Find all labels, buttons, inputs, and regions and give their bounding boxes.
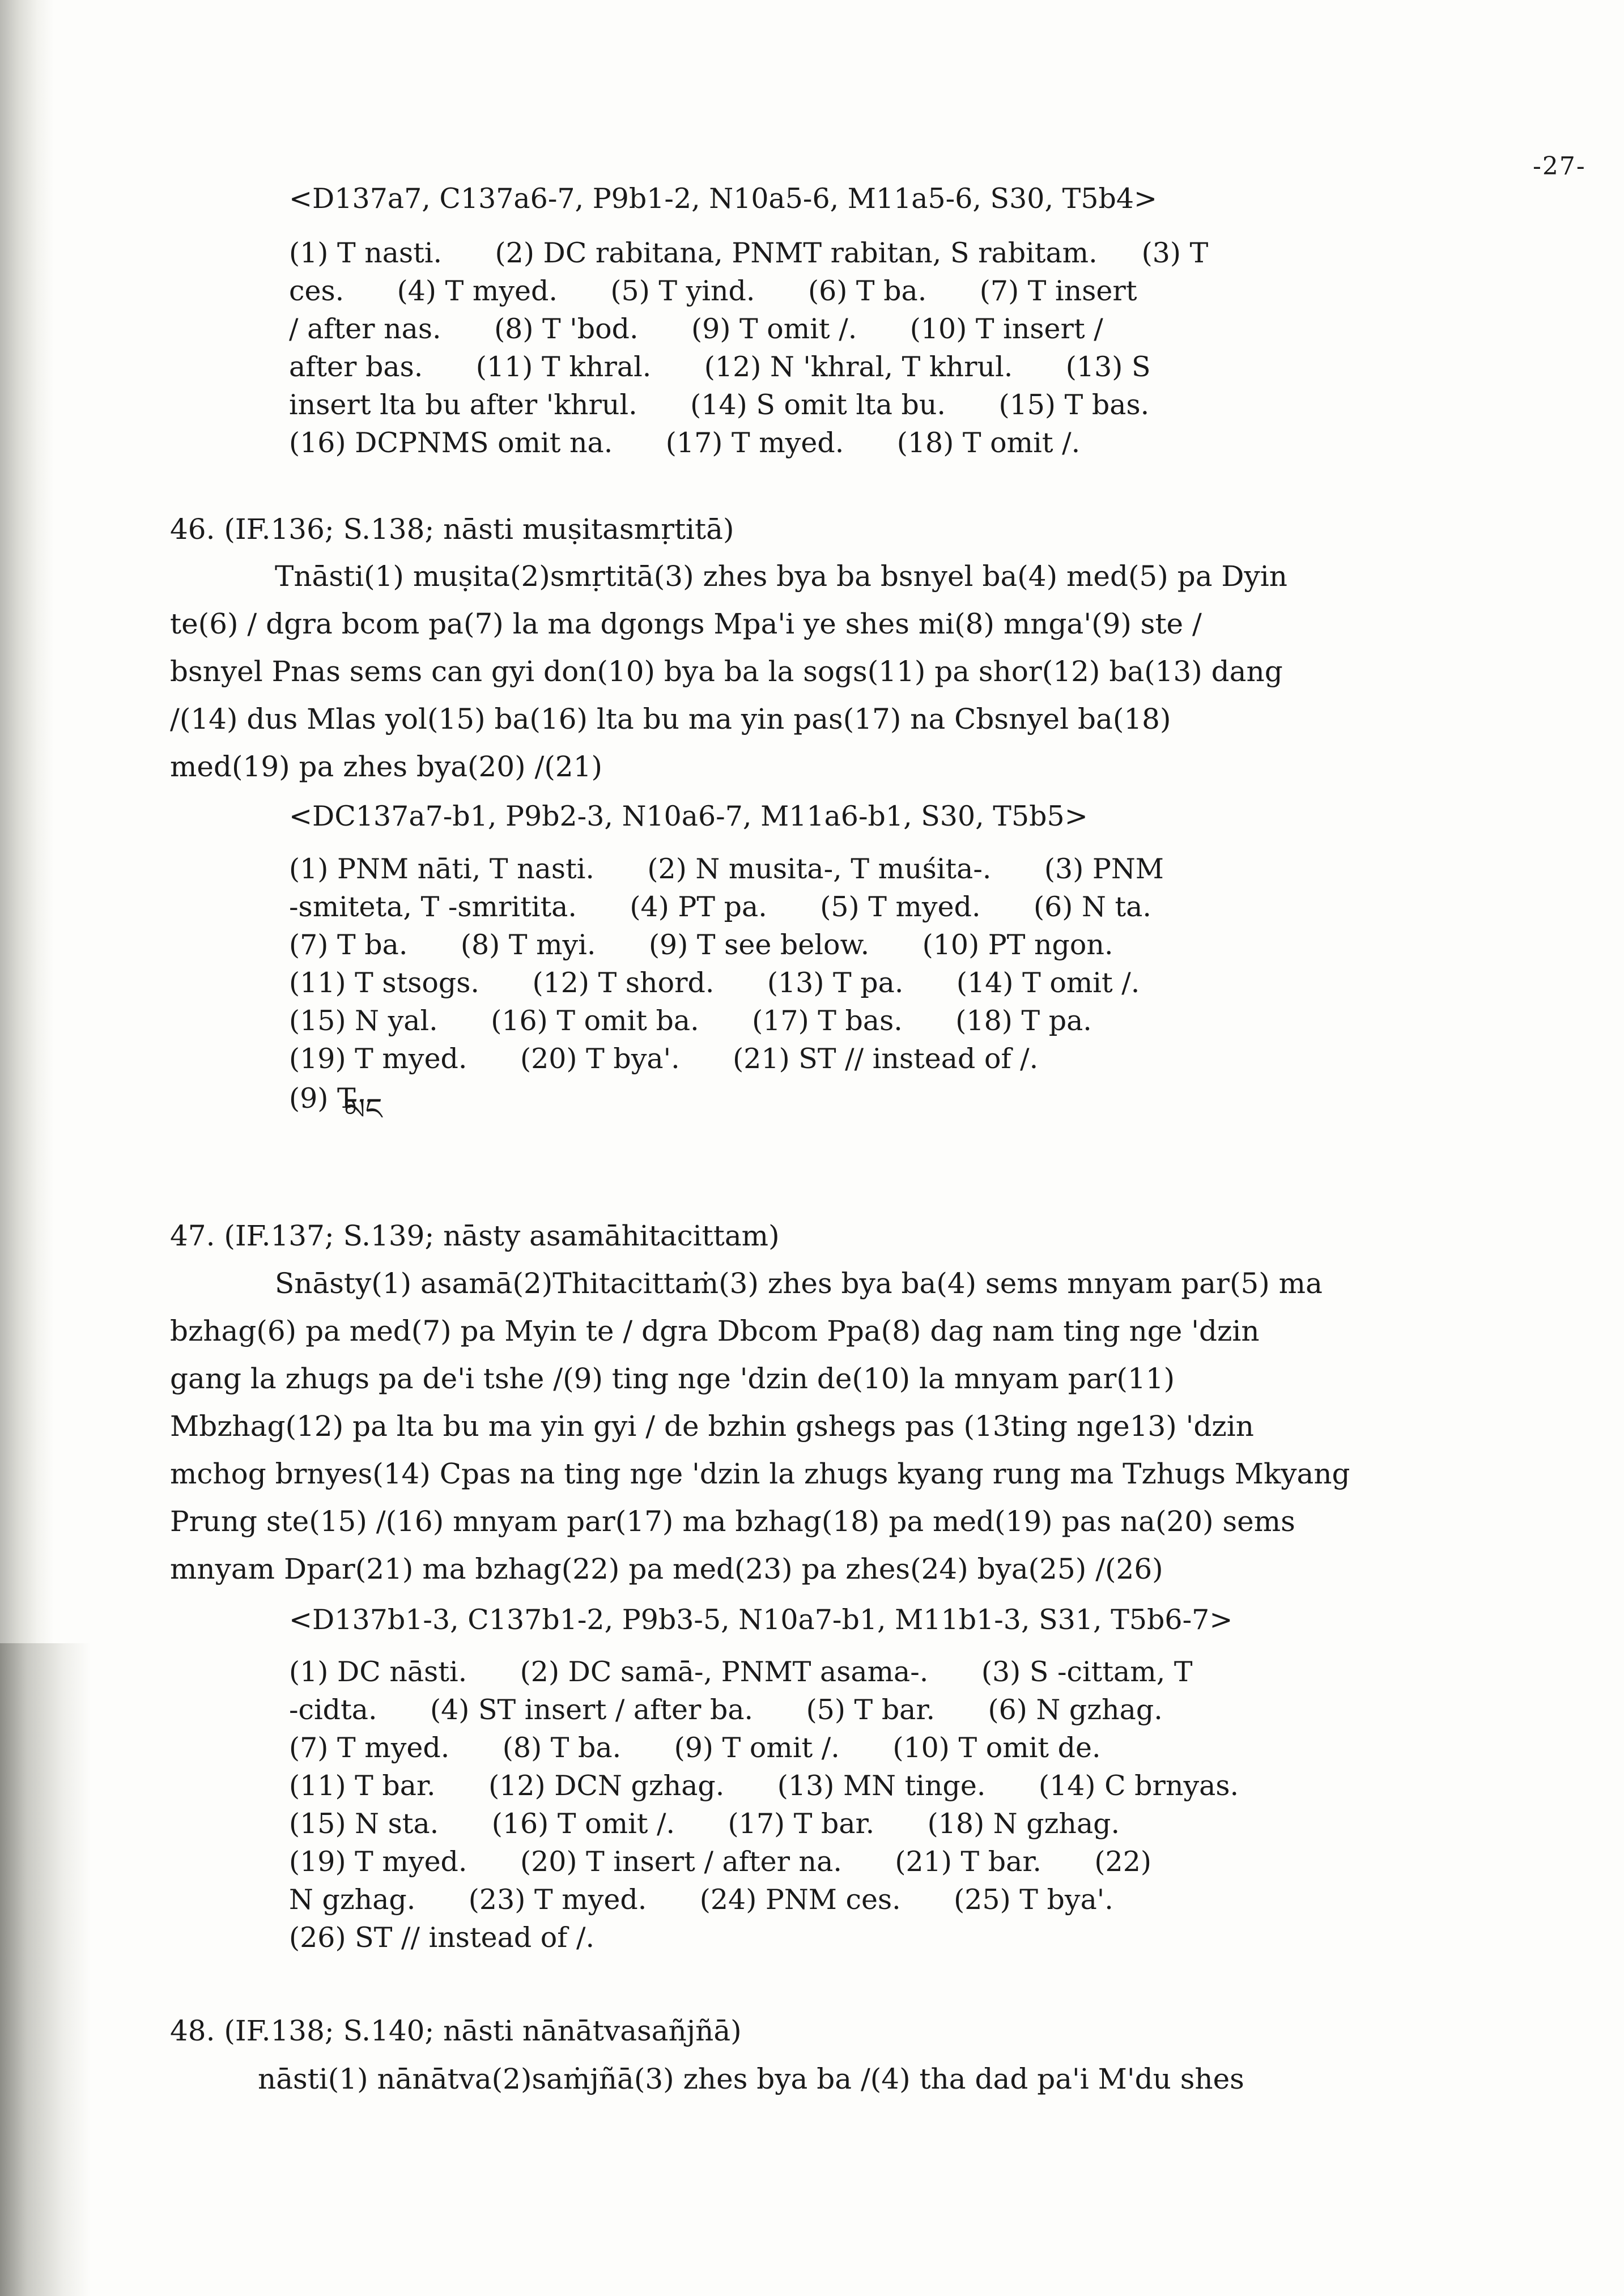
witness-references: <D137a7, C137a6-7, P9b1-2, N10a5-6, M11a5-6, S30, T5b4>	[289, 182, 1158, 215]
variant-line: / after nas. (8) T 'bod. (9) T omit /. (10) T insert /	[289, 313, 1103, 345]
tibetan-text-line: Mbzhag(12) pa lta bu ma yin gyi / de bzhin gshegs pas (13ting nge13) 'dzin	[170, 1410, 1254, 1443]
tibetan-text-line: gang la zhugs pa de'i tshe /(9) ting nge 'dzin de(10) la mnyam par(11)	[170, 1362, 1175, 1395]
variant-line: (1) PNM nāti, T nasti. (2) N musita-, T muśita-. (3) PNM	[289, 853, 1164, 885]
witness-references: <D137b1-3, C137b1-2, P9b3-5, N10a7-b1, M11b1-3, S31, T5b6-7>	[289, 1604, 1233, 1636]
tibetan-text-line: mnyam Dpar(21) ma bzhag(22) pa med(23) pa zhes(24) bya(25) /(26)	[170, 1553, 1163, 1585]
variant-line: (1) DC nāsti. (2) DC samā-, PNMT asama-. (3) S -cittam, T	[289, 1656, 1193, 1688]
entry-heading: 46. (IF.136; S.138; nāsti muṣitasmṛtitā)	[170, 513, 734, 546]
entry-heading: 47. (IF.137; S.139; nāsty asamāhitacittam)	[170, 1219, 780, 1252]
variant-line: (7) T myed. (8) T ba. (9) T omit /. (10) T omit de.	[289, 1732, 1101, 1764]
variant-line: ces. (4) T myed. (5) T yind. (6) T ba. (7) T insert	[289, 275, 1137, 307]
variant-line: (15) N sta. (16) T omit /. (17) T bar. (18) N gzhag.	[289, 1808, 1120, 1840]
tibetan-text-line: mchog brnyes(14) Cpas na ting nge 'dzin la zhugs kyang rung ma Tzhugs Mkyang	[170, 1457, 1350, 1490]
tibetan-text-line: /(14) dus Mlas yol(15) ba(16) lta bu ma yin pas(17) na Cbsnyel ba(18)	[170, 703, 1171, 735]
variant-line: (15) N yal. (16) T omit ba. (17) T bas. (18) T pa.	[289, 1005, 1092, 1037]
variant-line: -cidta. (4) ST insert / after ba. (5) T bar. (6) N gzhag.	[289, 1694, 1163, 1726]
variant-line: -smiteta, T -smritita. (4) PT pa. (5) T myed. (6) N ta.	[289, 891, 1151, 923]
tibetan-text-line: nāsti(1) nānātva(2)saṁjñā(3) zhes bya ba /(4) tha dad pa'i M'du shes	[258, 2063, 1244, 2095]
page-number: -27-	[1533, 152, 1586, 181]
variant-line: (16) DCPNMS omit na. (17) T myed. (18) T omit /.	[289, 427, 1081, 459]
tibetan-text-line: Prung ste(15) /(16) mnyam par(17) ma bzhag(18) pa med(19) pas na(20) sems	[170, 1505, 1295, 1538]
tibetan-text-line: med(19) pa zhes bya(20) /(21)	[170, 750, 603, 783]
tibetan-text-line: Tnāsti(1) muṣita(2)smṛtitā(3) zhes bya ba bsnyel ba(4) med(5) pa Dyin	[275, 560, 1287, 593]
variant-line: (19) T myed. (20) T insert / after na. (21) T bar. (22)	[289, 1846, 1152, 1878]
variant-line: (19) T myed. (20) T bya'. (21) ST // instead of /.	[289, 1043, 1039, 1075]
variant-line: (7) T ba. (8) T myi. (9) T see below. (10) PT ngon.	[289, 929, 1113, 961]
tibetan-text-line: te(6) / dgra bcom pa(7) la ma dgongs Mpa'i ye shes mi(8) mnga'(9) ste /	[170, 607, 1202, 640]
tibetan-text-line: bzhag(6) pa med(7) pa Myin te / dgra Dbcom Ppa(8) dag nam ting nge 'dzin	[170, 1315, 1260, 1347]
variant-line: insert lta bu after 'khrul. (14) S omit lta bu. (15) T bas.	[289, 389, 1150, 421]
entry-heading: 48. (IF.138; S.140; nāsti nānātvasañjñā)	[170, 2014, 742, 2047]
variant-line: after bas. (11) T khral. (12) N 'khral, T khrul. (13) S	[289, 351, 1151, 383]
variant-line: (11) T bar. (12) DCN gzhag. (13) MN tinge. (14) C brnyas.	[289, 1770, 1239, 1802]
variant-line: (26) ST // instead of /.	[289, 1921, 595, 1954]
variant-line: (1) T nasti. (2) DC rabitana, PNMT rabitan, S rabitam. (3) T	[289, 237, 1209, 269]
variant-line: (11) T stsogs. (12) T shord. (13) T pa. (14) T omit /.	[289, 967, 1140, 999]
tibetan-text-line: Snāsty(1) asamā(2)Thitacittaṁ(3) zhes bya ba(4) sems mnyam par(5) ma	[275, 1267, 1323, 1300]
witness-references: <DC137a7-b1, P9b2-3, N10a6-7, M11a6-b1, S30, T5b5>	[289, 800, 1088, 832]
scan-binding-shadow	[0, 1643, 91, 2296]
tibetan-script-glyph: མང	[345, 1092, 382, 1126]
variant-line: N gzhag. (23) T myed. (24) PNM ces. (25) T bya'.	[289, 1883, 1113, 1916]
variant-line: (9) T	[289, 1082, 356, 1115]
tibetan-text-line: bsnyel Pnas sems can gyi don(10) bya ba la sogs(11) pa shor(12) ba(13) dang	[170, 655, 1283, 688]
